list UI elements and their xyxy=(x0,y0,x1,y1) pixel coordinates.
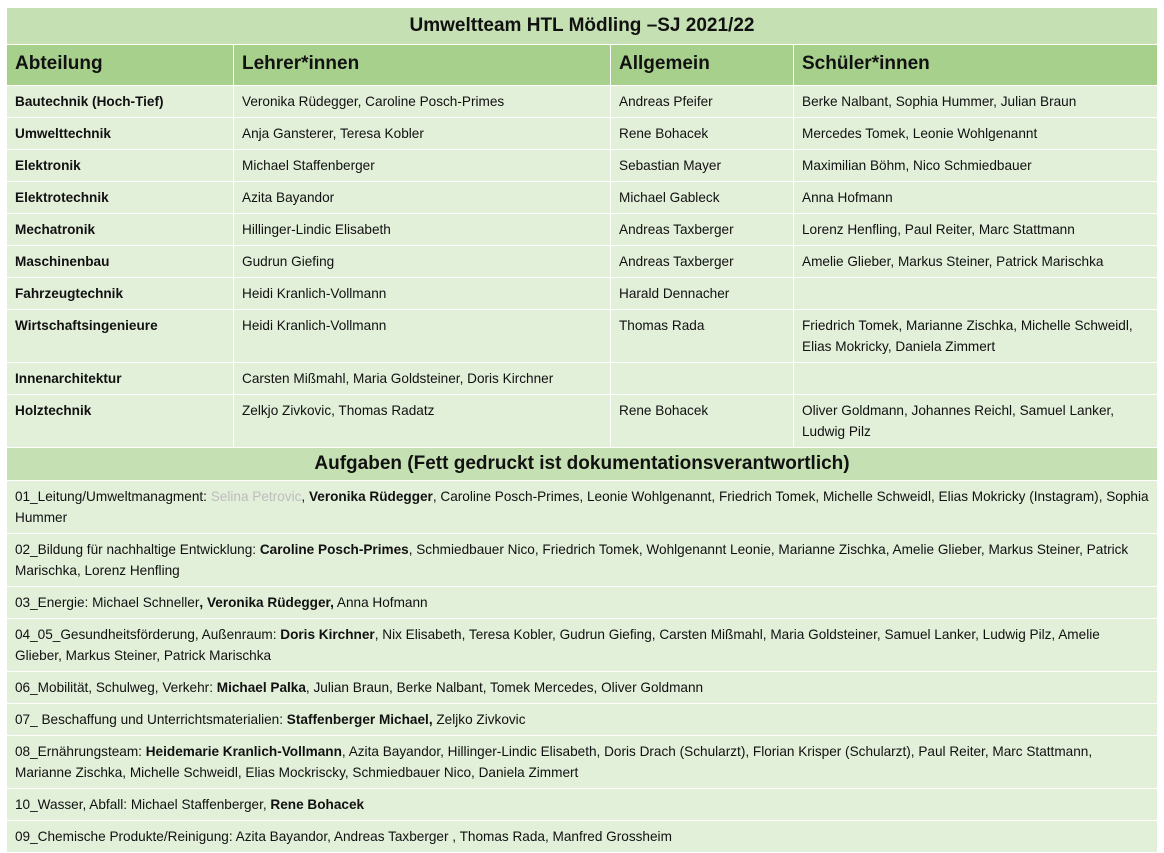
department-name: Maschinenbau xyxy=(7,246,234,278)
task-text xyxy=(7,789,1158,821)
team-table-body xyxy=(7,8,1158,853)
department-row xyxy=(7,118,1158,150)
column-header-allgemein: Allgemein xyxy=(611,45,794,86)
department-students: Friedrich Tomek, Marianne Zischka, Michelle Schweidl, Elias Mokricky, Daniela Zimmert xyxy=(794,310,1158,363)
task-row xyxy=(7,704,1158,736)
department-general-staff: Sebastian Mayer xyxy=(611,150,794,182)
department-name: Elektrotechnik xyxy=(7,182,234,214)
department-teachers: Veronika Rüdegger, Caroline Posch-Primes xyxy=(234,86,611,118)
task-segment: 06_Mobilität, Schulweg, Verkehr: xyxy=(15,680,217,695)
task-segment: Zeljko Zivkovic xyxy=(432,712,526,727)
department-name: Elektronik xyxy=(7,150,234,182)
department-general-staff: Thomas Rada xyxy=(611,310,794,363)
column-header-schueler: Schüler*innen xyxy=(794,45,1158,86)
task-text xyxy=(7,534,1158,587)
task-text xyxy=(7,736,1158,789)
department-students: Oliver Goldmann, Johannes Reichl, Samuel Lanker, Ludwig Pilz xyxy=(794,395,1158,448)
department-row xyxy=(7,310,1158,363)
department-general-staff: Michael Gableck xyxy=(611,182,794,214)
responsible-person: Veronika Rüdegger xyxy=(308,489,433,504)
task-segment: 07_ Beschaffung und Unterrichtsmaterialien: xyxy=(15,712,287,727)
task-segment: 01_Leitung/Umweltmanagment: xyxy=(15,489,211,504)
department-teachers: Hillinger-Lindic Elisabeth xyxy=(234,214,611,246)
department-teachers: Anja Gansterer, Teresa Kobler xyxy=(234,118,611,150)
task-segment: 10_Wasser, Abfall: Michael Staffenberger, xyxy=(15,797,271,812)
title-row xyxy=(7,8,1158,45)
department-name: Umwelttechnik xyxy=(7,118,234,150)
column-header-abteilung: Abteilung xyxy=(7,45,234,86)
department-row xyxy=(7,86,1158,118)
responsible-person: Rene Bohacek xyxy=(270,797,365,812)
department-students: Mercedes Tomek, Leonie Wohlgenannt xyxy=(794,118,1158,150)
umweltteam-document xyxy=(6,7,1157,853)
department-students: Amelie Glieber, Markus Steiner, Patrick Marischka xyxy=(794,246,1158,278)
department-teachers: Heidi Kranlich-Vollmann xyxy=(234,278,611,310)
department-name: Innenarchitektur xyxy=(7,363,234,395)
task-segment: 02_Bildung für nachhaltige Entwicklung: xyxy=(15,542,260,557)
department-teachers: Heidi Kranlich-Vollmann xyxy=(234,310,611,363)
department-name: Mechatronik xyxy=(7,214,234,246)
task-segment: 04_05_Gesundheitsförderung, Außenraum: xyxy=(15,627,281,642)
task-segment: , Schmiedbauer Nico, Friedrich Tomek, Wohlgenannt Leonie, Marianne Zischka, Amelie Glieber, Markus Steiner, Patrick Marischka, Lorenz Henfling xyxy=(15,542,1129,578)
task-segment: , Azita Bayandor, Hillinger-Lindic Elisabeth, Doris Drach (Schularzt), Florian Krisper (Schularzt), Paul Reiter, Marc Stattmann, Marianne Zischka, Michelle Schweidl, Elias Mockriscky, Schmiedbauer Nico, Daniela Zimmert xyxy=(15,744,1093,780)
responsible-person: Michael Palka xyxy=(216,680,306,695)
department-students: Maximilian Böhm, Nico Schmiedbauer xyxy=(794,150,1158,182)
department-students xyxy=(794,278,1158,310)
department-teachers: Azita Bayandor xyxy=(234,182,611,214)
task-segment: , Caroline Posch-Primes, Leonie Wohlgenannt, Friedrich Tomek, Michelle Schweidl, Elias Mokricky (Instagram), Sophia Hummer xyxy=(15,489,1149,525)
task-segment: 08_Ernährungsteam: xyxy=(15,744,146,759)
task-row xyxy=(7,534,1158,587)
task-text xyxy=(7,481,1158,534)
task-row xyxy=(7,789,1158,821)
task-text xyxy=(7,587,1158,619)
team-table xyxy=(6,7,1158,853)
inactive-person: Selina Petrovic xyxy=(210,489,302,504)
department-row xyxy=(7,278,1158,310)
department-name: Fahrzeugtechnik xyxy=(7,278,234,310)
department-row xyxy=(7,214,1158,246)
department-name: Bautechnik (Hoch-Tief) xyxy=(7,86,234,118)
department-general-staff: Harald Dennacher xyxy=(611,278,794,310)
tasks-header-row xyxy=(7,448,1158,481)
department-students xyxy=(794,363,1158,395)
department-row xyxy=(7,363,1158,395)
department-general-staff: Andreas Taxberger xyxy=(611,214,794,246)
department-teachers: Zelkjo Zivkovic, Thomas Radatz xyxy=(234,395,611,448)
department-name: Holztechnik xyxy=(7,395,234,448)
task-row xyxy=(7,481,1158,534)
task-text xyxy=(7,672,1158,704)
department-name: Wirtschaftsingenieure xyxy=(7,310,234,363)
task-row xyxy=(7,587,1158,619)
task-row xyxy=(7,736,1158,789)
responsible-person: , Veronika Rüdegger, xyxy=(199,595,334,610)
task-segment: Anna Hofmann xyxy=(333,595,428,610)
department-students: Lorenz Henfling, Paul Reiter, Marc Stattmann xyxy=(794,214,1158,246)
responsible-person: Heidemarie Kranlich-Vollmann xyxy=(145,744,342,759)
department-general-staff xyxy=(611,363,794,395)
department-students: Berke Nalbant, Sophia Hummer, Julian Braun xyxy=(794,86,1158,118)
responsible-person: Staffenberger Michael, xyxy=(286,712,433,727)
department-general-staff: Andreas Pfeifer xyxy=(611,86,794,118)
department-teachers: Michael Staffenberger xyxy=(234,150,611,182)
task-text xyxy=(7,619,1158,672)
task-segment: , Julian Braun, Berke Nalbant, Tomek Mercedes, Oliver Goldmann xyxy=(305,680,704,695)
department-row xyxy=(7,246,1158,278)
task-segment: 03_Energie: Michael Schneller xyxy=(15,595,200,610)
task-segment: 09_Chemische Produkte/Reinigung: Azita Bayandor, Andreas Taxberger , Thomas Rada, Manfred Grossheim xyxy=(15,829,672,844)
department-general-staff: Rene Bohacek xyxy=(611,118,794,150)
department-general-staff: Andreas Taxberger xyxy=(611,246,794,278)
task-text xyxy=(7,704,1158,736)
department-teachers: Gudrun Giefing xyxy=(234,246,611,278)
department-row xyxy=(7,395,1158,448)
responsible-person: Doris Kirchner xyxy=(280,627,375,642)
tasks-title: Aufgaben (Fett gedruckt ist dokumentationsverantwortlich) xyxy=(7,448,1158,481)
department-general-staff: Rene Bohacek xyxy=(611,395,794,448)
department-row xyxy=(7,182,1158,214)
column-header-lehrer: Lehrer*innen xyxy=(234,45,611,86)
responsible-person: Caroline Posch-Primes xyxy=(259,542,409,557)
task-text xyxy=(7,821,1158,853)
document-title: Umweltteam HTL Mödling –SJ 2021/22 xyxy=(7,8,1158,45)
department-teachers: Carsten Mißmahl, Maria Goldsteiner, Doris Kirchner xyxy=(234,363,611,395)
task-segment: , Nix Elisabeth, Teresa Kobler, Gudrun Giefing, Carsten Mißmahl, Maria Goldsteiner, Samuel Lanker, Ludwig Pilz, Amelie Glieber, Markus Steiner, Patrick Marischka xyxy=(15,627,1100,663)
task-row xyxy=(7,672,1158,704)
department-row xyxy=(7,150,1158,182)
department-students: Anna Hofmann xyxy=(794,182,1158,214)
task-segment: , xyxy=(301,489,309,504)
header-row xyxy=(7,45,1158,86)
task-row xyxy=(7,619,1158,672)
task-row xyxy=(7,821,1158,853)
